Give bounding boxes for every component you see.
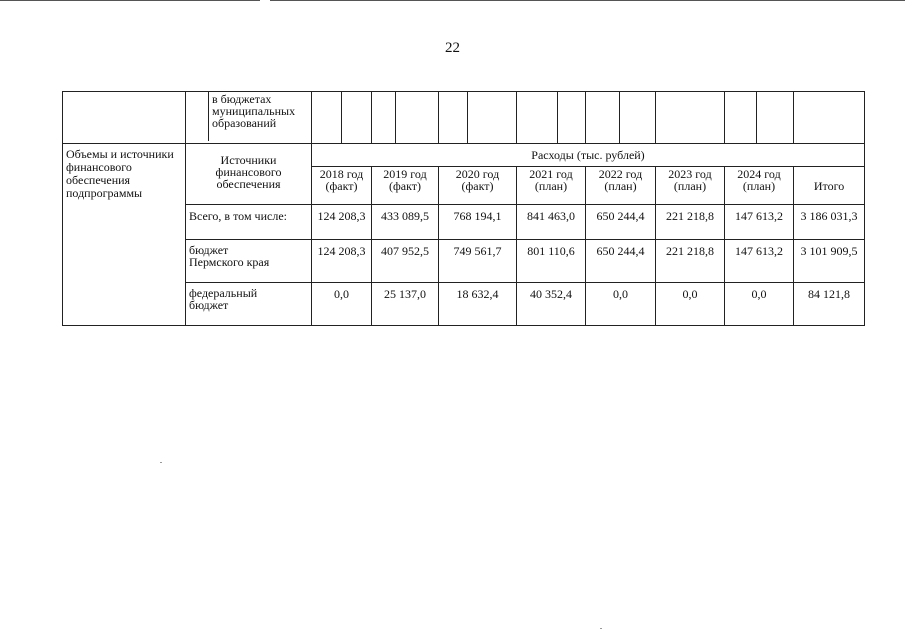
table-cell: 84 121,8	[794, 283, 865, 326]
table-cell: 3 101 909,5	[794, 240, 865, 283]
column-header-2023: 2023 год (план)	[656, 167, 725, 205]
table-cell: 650 244,4	[586, 240, 656, 283]
table-cell: 0,0	[656, 283, 725, 326]
column-header-2022: 2022 год (план)	[586, 167, 656, 205]
table-cell: 0,0	[312, 283, 372, 326]
table-cell: 0,0	[586, 283, 656, 326]
empty-cell	[725, 92, 794, 144]
empty-cell	[517, 92, 586, 144]
table-cell: 147 613,2	[725, 240, 794, 283]
table-cell: 124 208,3	[312, 205, 372, 240]
page-number: 22	[445, 40, 460, 56]
table-cell: 749 561,7	[439, 240, 517, 283]
municipal-source-label: в бюджетах муниципальных образований	[186, 92, 312, 144]
empty-cell	[372, 92, 439, 144]
empty-cell	[439, 92, 517, 144]
empty-cell	[586, 92, 656, 144]
row-source-federal-budget: федеральный бюджет	[186, 283, 312, 326]
table-cell: 433 089,5	[372, 205, 439, 240]
municipal-budget-row	[63, 92, 865, 144]
empty-cell	[312, 92, 372, 144]
table-cell: 407 952,5	[372, 240, 439, 283]
top-rule-left	[0, 0, 260, 1]
column-header-2021: 2021 год (план)	[517, 167, 586, 205]
table-cell: 221 218,8	[656, 205, 725, 240]
expenses-header: Расходы (тыс. рублей)	[312, 144, 865, 167]
scan-speck	[600, 628, 602, 629]
table-cell: 25 137,0	[372, 283, 439, 326]
table-cell: 40 352,4	[517, 283, 586, 326]
scan-speck	[160, 462, 162, 463]
column-header-2018: 2018 год (факт)	[312, 167, 372, 205]
empty-cell	[794, 92, 865, 144]
section-label: Объемы и источники финансового обеспечения подпрограммы	[63, 144, 186, 326]
column-header-2024: 2024 год (план)	[725, 167, 794, 205]
top-rule-right	[270, 0, 905, 1]
table-cell: 18 632,4	[439, 283, 517, 326]
table-cell: 124 208,3	[312, 240, 372, 283]
column-header-2019: 2019 год (факт)	[372, 167, 439, 205]
table-cell: 3 186 031,3	[794, 205, 865, 240]
row-source-total: Всего, в том числе:	[186, 205, 312, 240]
empty-cell	[656, 92, 725, 144]
column-header-total: Итого	[794, 167, 865, 205]
table-cell: 650 244,4	[586, 205, 656, 240]
row-source-perm-budget: бюджет Пермского края	[186, 240, 312, 283]
empty-cell	[63, 92, 186, 144]
table-cell: 801 110,6	[517, 240, 586, 283]
table-cell: 147 613,2	[725, 205, 794, 240]
budget-table	[62, 91, 865, 326]
table-cell: 768 194,1	[439, 205, 517, 240]
table-cell: 0,0	[725, 283, 794, 326]
table-cell: 221 218,8	[656, 240, 725, 283]
sources-header: Источники финансового обеспечения	[186, 144, 312, 205]
table-cell: 841 463,0	[517, 205, 586, 240]
column-header-2020: 2020 год (факт)	[439, 167, 517, 205]
